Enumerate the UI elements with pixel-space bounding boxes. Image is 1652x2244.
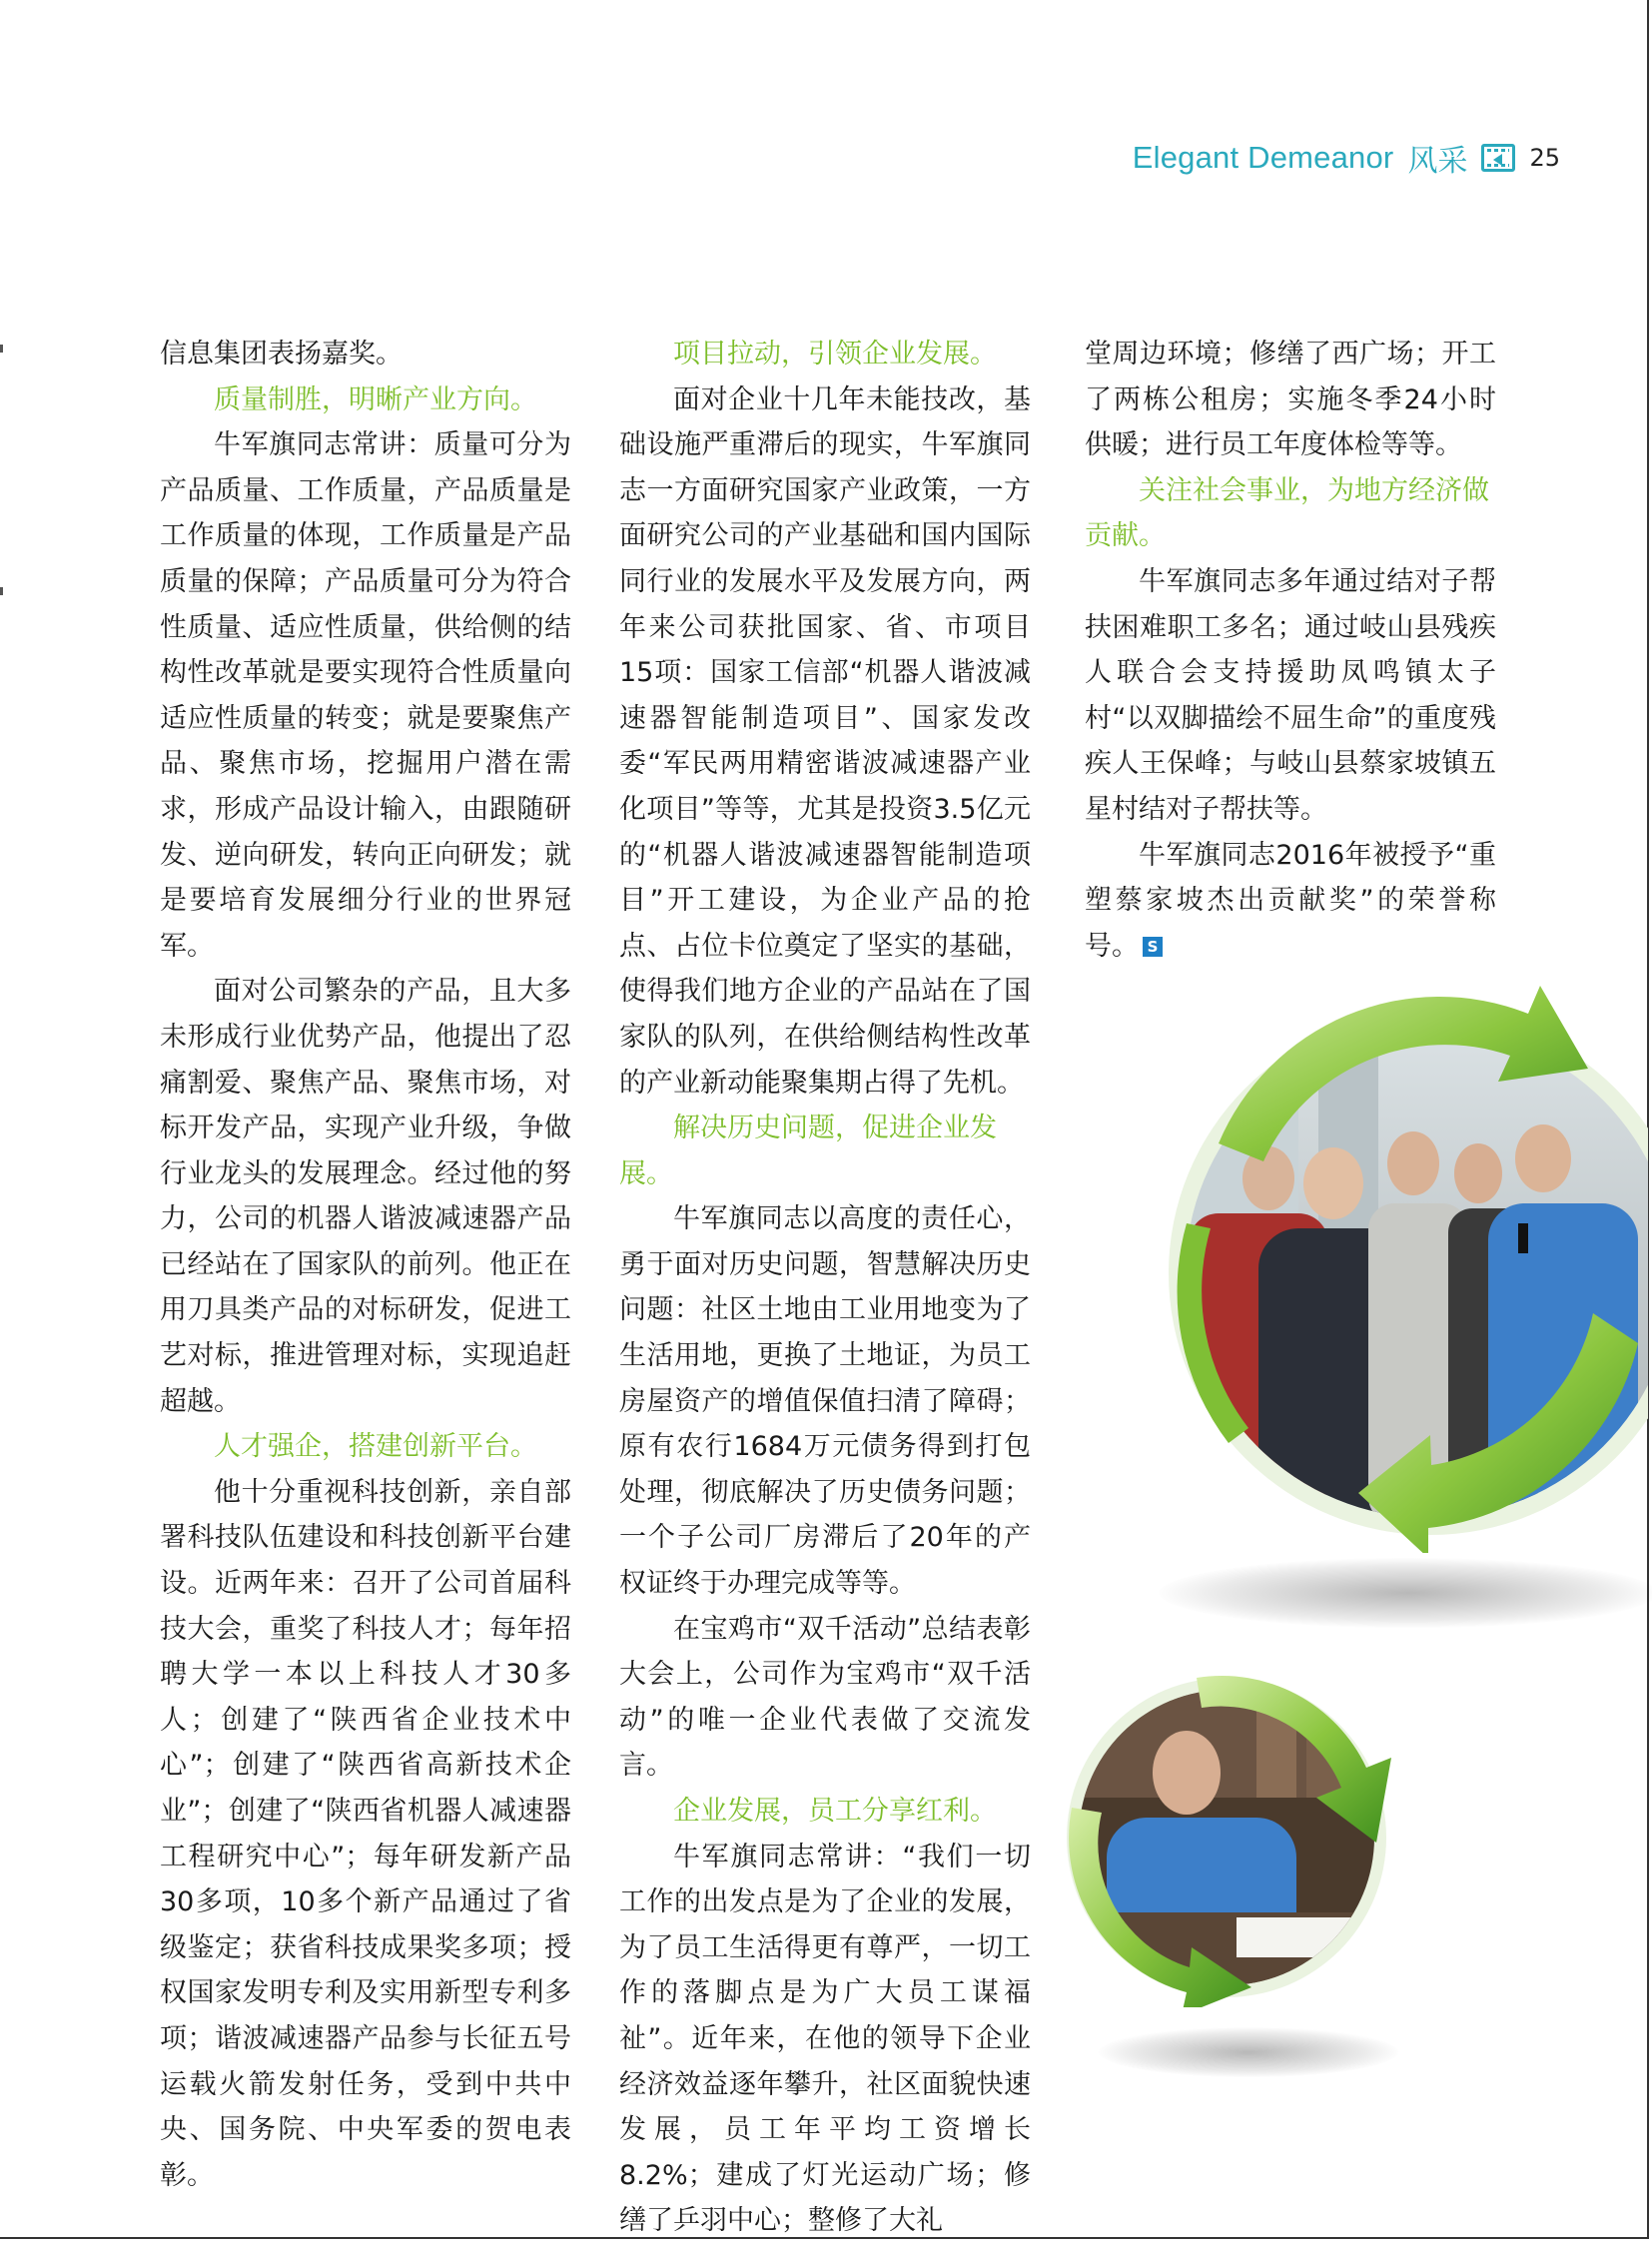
- paragraph-text: 牛军旗同志以高度的责任心，勇于面对历史问题，智慧解决历史问题：社区土地由工业用地变为了生活用地，更换了土地证，为员工房屋资产的增值保值扫清了障碍；原有农行1684万元债务得到打包处理，彻底解决了历史债务问题；一个子公司厂房滞后了20年的产权证终于办理完成等等。: [619, 1203, 1031, 1600]
- body-paragraph: [1085, 332, 1496, 468]
- body-paragraph: [619, 377, 1031, 1107]
- body-paragraph: [160, 969, 571, 1424]
- paragraph-text: 牛军旗同志多年通过结对子帮扶困难职工多名；通过岐山县残疾人联合会支持援助凤鸣镇太子村“以双脚描绘不屈生命”的重度残疾人王保峰；与岐山县蔡家坡镇五星村结对子帮扶等。: [1085, 565, 1496, 825]
- page-header: [1133, 136, 1560, 180]
- text-column-1: [160, 332, 571, 2198]
- paragraph-text: 牛军旗同志常讲：“我们一切工作的出发点是为了企业的发展，为了员工生活得更有尊严，一切工作的落脚点是为广大员工谋福祉”。近年来，在他的领导下企业经济效益逐年攀升，社区面貌快速发展，员工年平均工资增长8.2%；建成了灯光运动广场；修缮了乒羽中心；整修了大礼: [619, 1841, 1031, 2237]
- body-paragraph: [619, 1835, 1031, 2244]
- paragraph-text: 质量制胜，明晰产业方向。: [214, 383, 537, 415]
- paragraph-text: 信息集团表扬嘉奖。: [160, 339, 403, 370]
- section-heading: [160, 1424, 571, 1470]
- text-column-2: [619, 332, 1031, 2244]
- page-number: 25: [1529, 144, 1560, 172]
- section-title-cn: 风采: [1407, 144, 1468, 179]
- paragraph-text: 关注社会事业，为地方经济做贡献。: [1085, 474, 1489, 552]
- photo-shadow: [1099, 2027, 1398, 2077]
- section-title-en: Elegant Demeanor: [1132, 140, 1394, 175]
- paragraph-text: 他十分重视科技创新，亲自部署科技队伍建设和科技创新平台建设。近两年来：召开了公司首届科技大会，重奖了科技人才；每年招聘大学一本以上科技人才30多人；创建了“陕西省企业技术中心”；创建了“陕西省高新技术企业”；创建了“陕西省机器人减速器工程研究中心”；每年研发新产品30多项，10多个新产品通过了省级鉴定；获省科技成果奖多项；授权国家发明专利及实用新型专利多项；谐波减速器产品参与长征五号运载火箭发射任务，受到中共中央、国务院、中央军委的贺电表彰。: [160, 1476, 571, 2191]
- body-paragraph: [160, 1470, 571, 2199]
- paragraph-text: 牛军旗同志常讲：质量可分为产品质量、工作质量，产品质量是工作质量的体现，工作质量是产品质量的保障；产品质量可分为符合性质量、适应性质量，供给侧的结构性改革就是要实现符合性质量向适应性质量的转变；就是要聚焦产品、聚焦市场，挖掘用户潜在需求，形成产品设计输入，由跟随研发、逆向研发，转向正向研发；就是要培育发展细分行业的世界冠军。: [160, 429, 571, 962]
- photo-group-meeting: [1149, 974, 1648, 1553]
- margin-tick: [0, 345, 3, 353]
- section-heading: [1085, 468, 1496, 559]
- photo-man-writing: [1067, 1658, 1396, 2007]
- paragraph-text: 人才强企，搭建创新平台。: [214, 1431, 537, 1463]
- film-icon: [1481, 144, 1515, 172]
- body-paragraph: [160, 332, 571, 377]
- text-column-3: [1085, 332, 1496, 969]
- body-paragraph: [619, 1607, 1031, 1789]
- section-heading: [619, 1789, 1031, 1835]
- paragraph-text: 企业发展，员工分享红利。: [673, 1796, 997, 1827]
- section-heading: [160, 377, 571, 423]
- body-paragraph: [619, 1196, 1031, 1606]
- section-heading: [619, 1106, 1031, 1196]
- paragraph-text: 在宝鸡市“双千活动”总结表彰大会上，公司作为宝鸡市“双千活动”的唯一企业代表做了交流发言。: [619, 1613, 1031, 1782]
- paragraph-text: 解决历史问题，促进企业发展。: [619, 1113, 997, 1189]
- section-heading: [619, 332, 1031, 377]
- body-paragraph: [160, 422, 571, 969]
- paragraph-text: 项目拉动，引领企业发展。: [673, 339, 997, 370]
- paragraph-text: 面对企业十几年未能技改，基础设施严重滞后的现实，牛军旗同志一方面研究国家产业政策，一方面研究公司的产业基础和国内国际同行业的发展水平及发展方向，两年来公司获批国家、省、市项目15项：国家工信部“机器人谐波减速器智能制造项目”、国家发改委“军民两用精密谐波减速器产业化项目”等等，尤其是投资3.5亿元的“机器人谐波减速器智能制造项目”开工建设，为企业产品的抢点、占位卡位奠定了坚实的基础，使得我们地方企业的产品站在了国家队的队列，在供给侧结构性改革的产业新动能聚集期占得了先机。: [619, 383, 1031, 1099]
- paragraph-text: 面对公司繁杂的产品，且大多未形成行业优势产品，他提出了忍痛割爱、聚焦产品、聚焦市场，对标开发产品，实现产业升级，争做行业龙头的发展理念。经过他的努力，公司的机器人谐波减速器产品已经站在了国家队的前列。他正在用刀具类产品的对标研发，促进工艺对标，推进管理对标，实现追赶超越。: [160, 976, 571, 1417]
- paragraph-text: 堂周边环境；修缮了西广场；开工了两栋公租房；实施冬季24小时供暖；进行员工年度体检等等。: [1085, 339, 1496, 461]
- body-paragraph: [1085, 559, 1496, 833]
- paragraph-text: 牛军旗同志2016年被授予“重塑蔡家坡杰出贡献奖”的荣誉称号。: [1085, 839, 1496, 962]
- body-paragraph: [1085, 833, 1496, 970]
- end-mark-icon: S: [1143, 937, 1163, 957]
- photo-shadow: [1159, 1558, 1652, 1628]
- margin-tick: [0, 587, 3, 595]
